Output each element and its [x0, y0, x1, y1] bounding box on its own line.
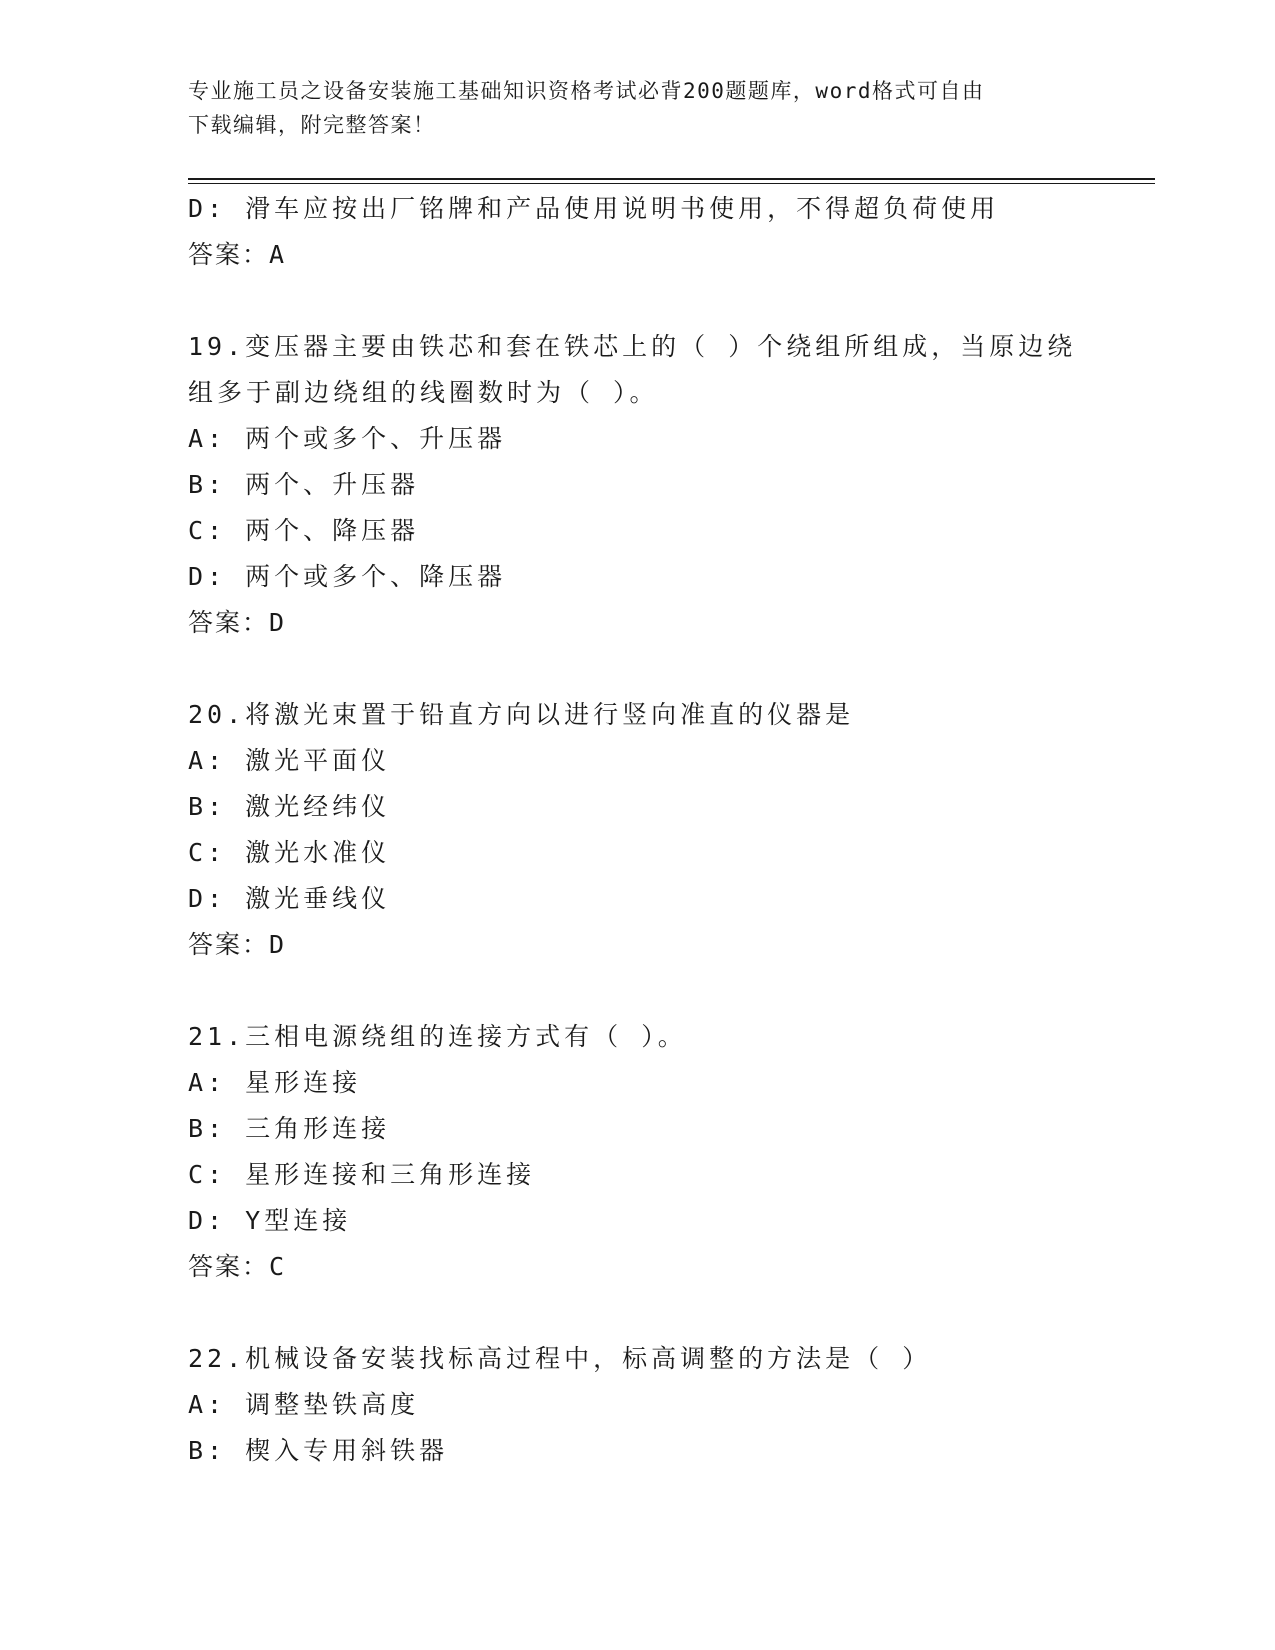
q19-stem-line-1: 19.变压器主要由铁芯和套在铁芯上的（ ）个绕组所组成，当原边绕: [188, 332, 1077, 361]
spacer: [188, 1290, 1088, 1336]
q19-option-c: C: 两个、降压器: [188, 516, 420, 545]
q19-option-d: D: 两个或多个、降压器: [188, 562, 507, 591]
header-rule-thick: [188, 178, 1155, 180]
q20-answer: 答案：D: [188, 930, 287, 959]
question-21: [188, 1014, 1088, 1290]
q21-answer: 答案：C: [188, 1252, 287, 1281]
q20-option-c: C: 激光水准仪: [188, 838, 391, 867]
q19-option-a: A: 两个或多个、升压器: [188, 424, 507, 453]
q22-option-b: B: 楔入专用斜铁器: [188, 1436, 449, 1465]
header-line-1: 专业施工员之设备安装施工基础知识资格考试必背200题题库，word格式可自由: [188, 79, 985, 103]
q20-stem: 20.将激光束置于铅直方向以进行竖向准直的仪器是: [188, 700, 855, 729]
question-list: [188, 186, 1088, 1474]
q21-option-c: C: 星形连接和三角形连接: [188, 1160, 536, 1189]
header-rule-thin: [188, 183, 1155, 184]
header-line-2: 下载编辑，附完整答案！: [188, 113, 436, 137]
q20-option-a: A: 激光平面仪: [188, 746, 391, 775]
q20-option-d: D: 激光垂线仪: [188, 884, 391, 913]
q21-option-b: B: 三角形连接: [188, 1114, 391, 1143]
q18-option-d: D: 滑车应按出厂铭牌和产品使用说明书使用，不得超负荷使用: [188, 194, 1000, 223]
question-19: [188, 324, 1088, 646]
page-header: [188, 74, 1088, 142]
spacer: [188, 278, 1088, 324]
q21-stem: 21.三相电源绕组的连接方式有（ ）。: [188, 1022, 687, 1051]
q19-answer: 答案：D: [188, 608, 287, 637]
q19-option-b: B: 两个、升压器: [188, 470, 420, 499]
q22-stem: 22.机械设备安装找标高过程中，标高调整的方法是（ ）: [188, 1344, 932, 1373]
q20-option-b: B: 激光经纬仪: [188, 792, 391, 821]
question-18: [188, 186, 1088, 278]
q19-stem-line-2: 组多于副边绕组的线圈数时为（ ）。: [188, 378, 659, 407]
q22-option-a: A: 调整垫铁高度: [188, 1390, 420, 1419]
q21-option-d: D: Y型连接: [188, 1206, 352, 1235]
q18-answer: 答案：A: [188, 240, 287, 269]
question-22: [188, 1336, 1088, 1474]
q21-option-a: A: 星形连接: [188, 1068, 362, 1097]
spacer: [188, 646, 1088, 692]
question-20: [188, 692, 1088, 968]
spacer: [188, 968, 1088, 1014]
